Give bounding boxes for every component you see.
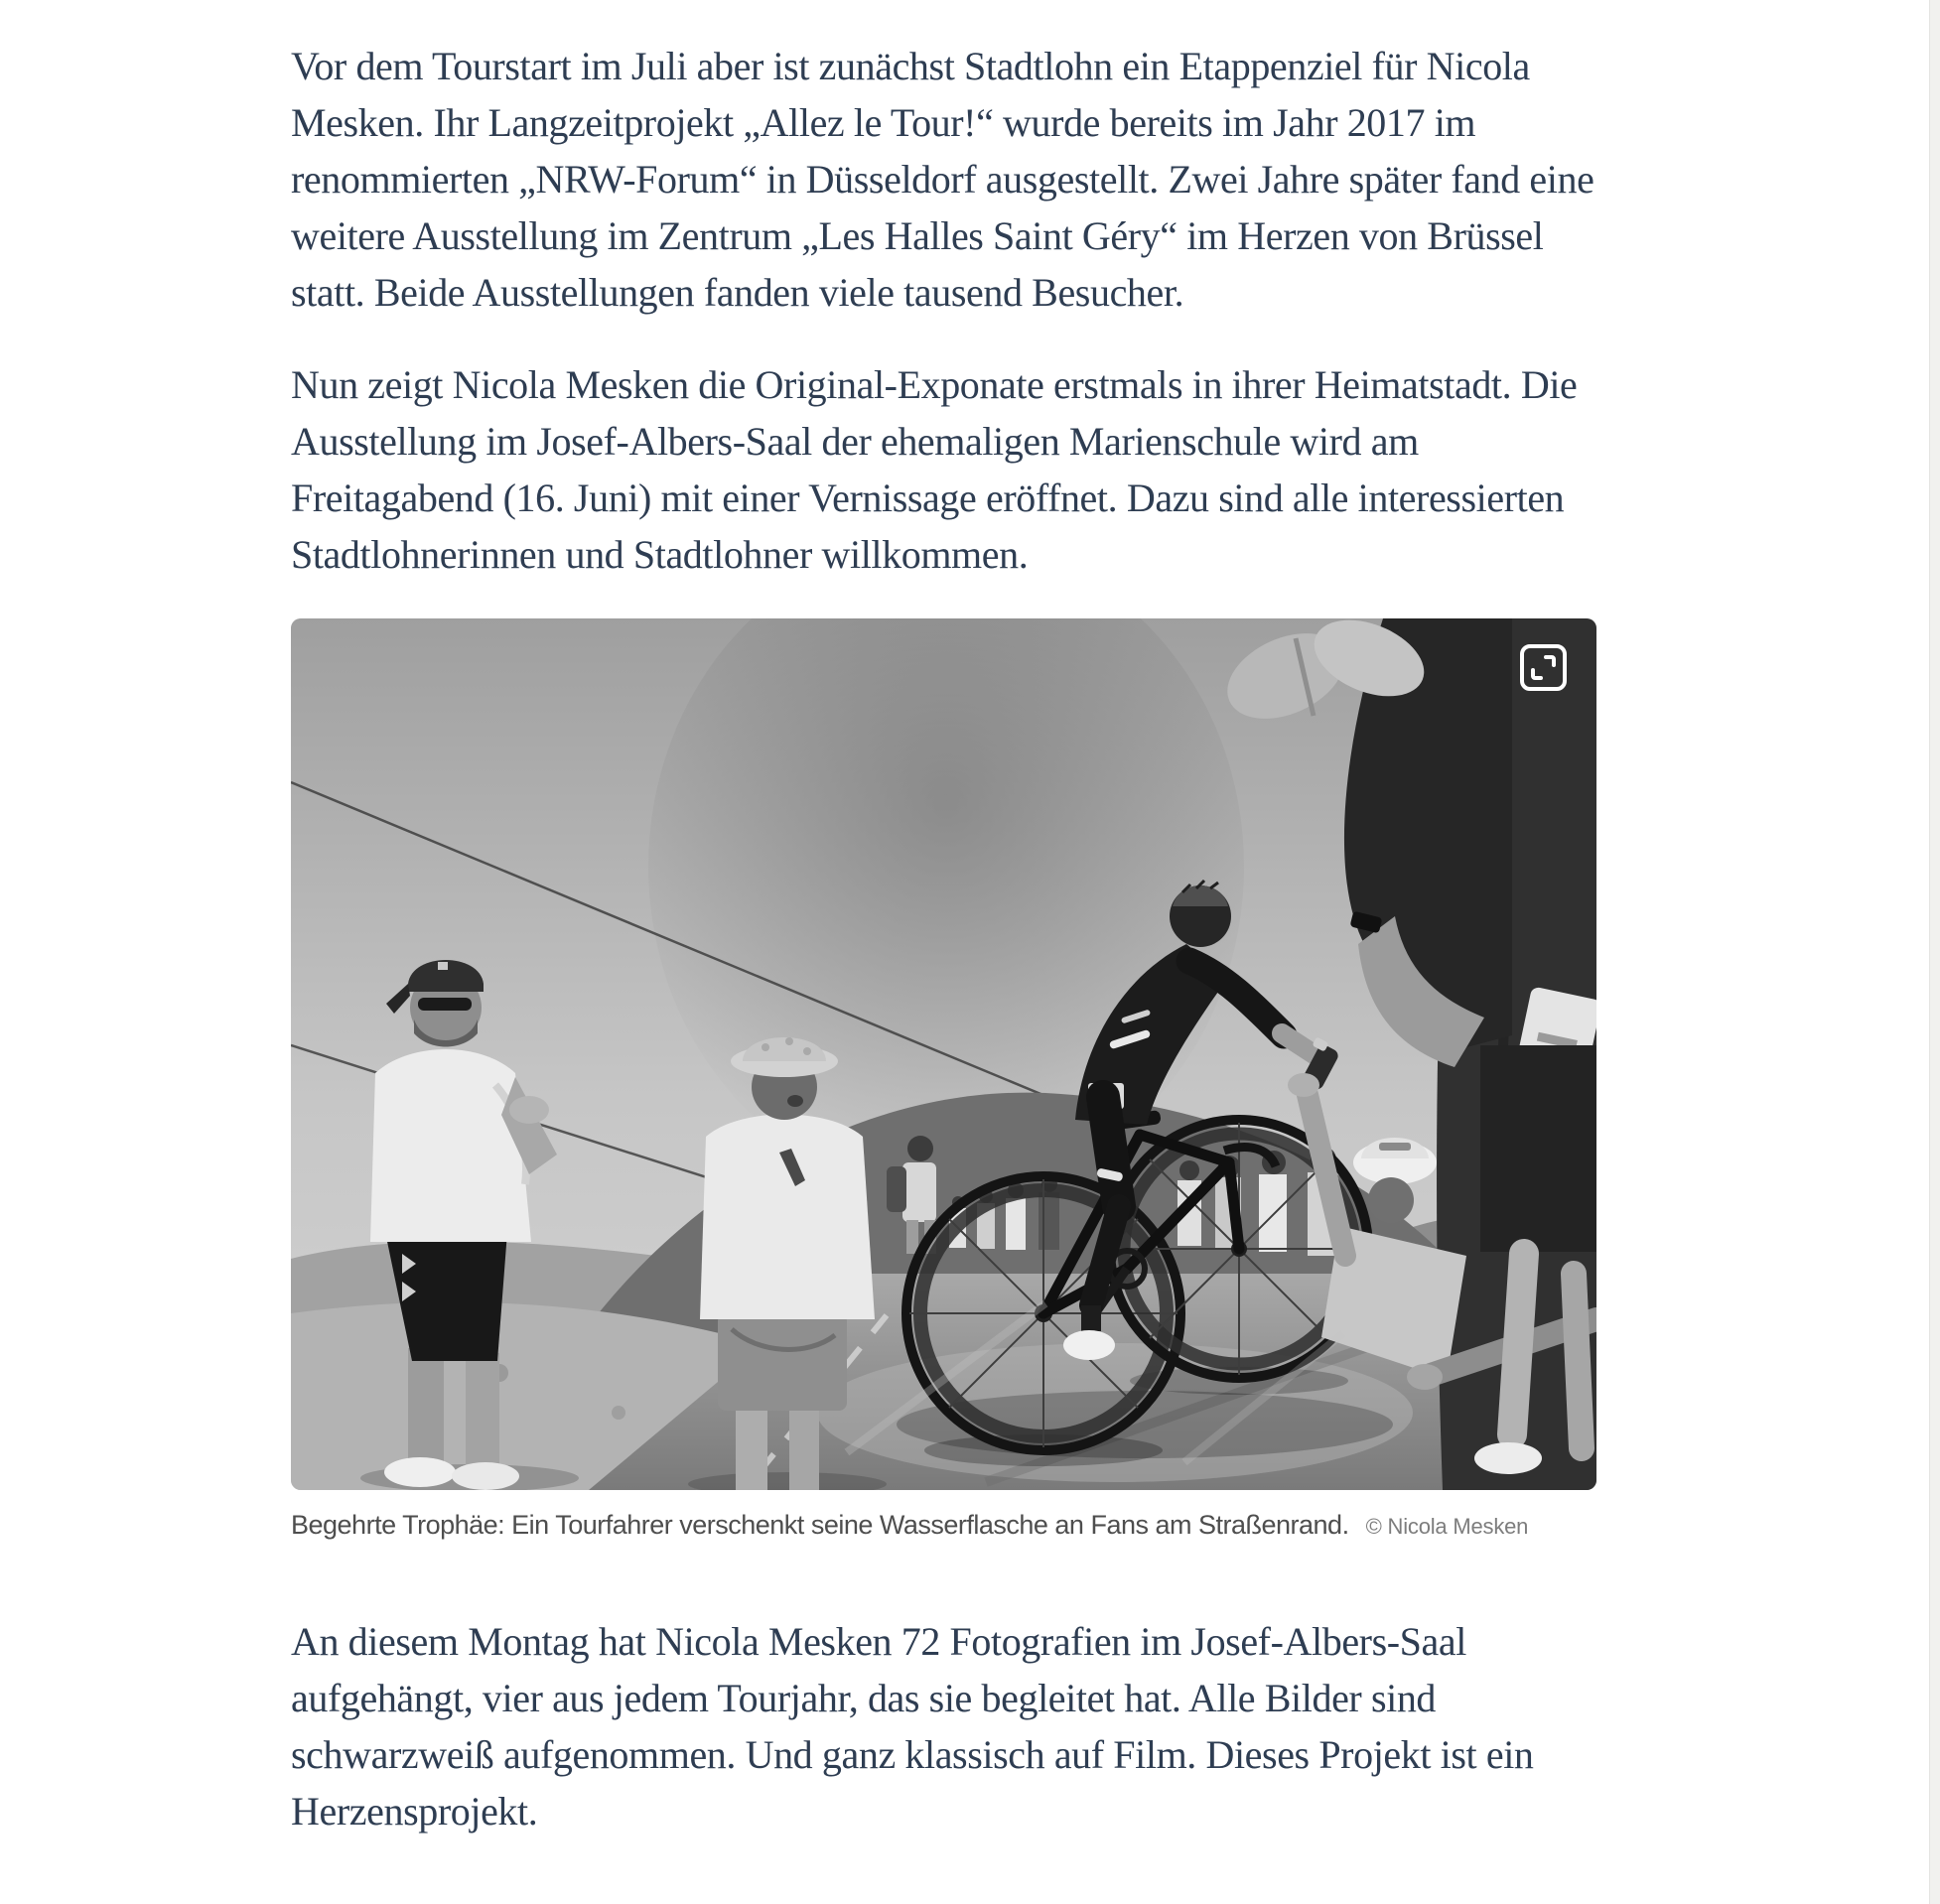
photo-illustration [291,618,1596,1490]
article-content [291,0,1599,1875]
article-figure [291,618,1596,1544]
article-paragraph-2: Nun zeigt Nicola Mesken die Original-Exponate erstmals in ihrer Heimatstadt. Die Ausstellung im Josef-Albers-Saal der ehemaligen Marienschule wird am Freitagabend (16. Juni) mit einer Vernissage eröffnet. Dazu sind alle interessierten Stadtlohnerinnen und Stadtlohner willkommen. [291,362,1578,577]
photo-caption-row [291,1508,1596,1544]
article-photo[interactable] [291,618,1596,1490]
expand-icon[interactable] [1520,644,1567,691]
photo-caption: Begehrte Trophäe: Ein Tourfahrer verschenkt seine Wasserflasche an Fans am Straßenrand. [291,1510,1349,1540]
scrollbar[interactable] [1929,0,1940,1904]
photo-credit: © Nicola Mesken [1365,1514,1529,1539]
article-paragraph-1: Vor dem Tourstart im Juli aber ist zunächst Stadtlohn ein Etappenziel für Nicola Mesken. Ihr Langzeitprojekt „Allez le Tour!“ wurde bereits im Jahr 2017 im renommierten „NRW-Forum“ in Düsseldorf ausgestellt. Zwei Jahre später fand eine weitere Ausstellung im Zentrum „Les Halles Saint Géry“ im Herzen von Brüssel statt. Beide Ausstellungen fanden viele tausend Besucher. [291,44,1594,315]
article-paragraph-3: An diesem Montag hat Nicola Mesken 72 Fotografien im Josef-Albers-Saal aufgehängt, vier aus jedem Tourjahr, das sie begleitet hat. Alle Bilder sind schwarzweiß aufgenommen. Und ganz klassisch auf Film. Dieses Projekt ist ein Herzensprojekt. [291,1619,1534,1834]
